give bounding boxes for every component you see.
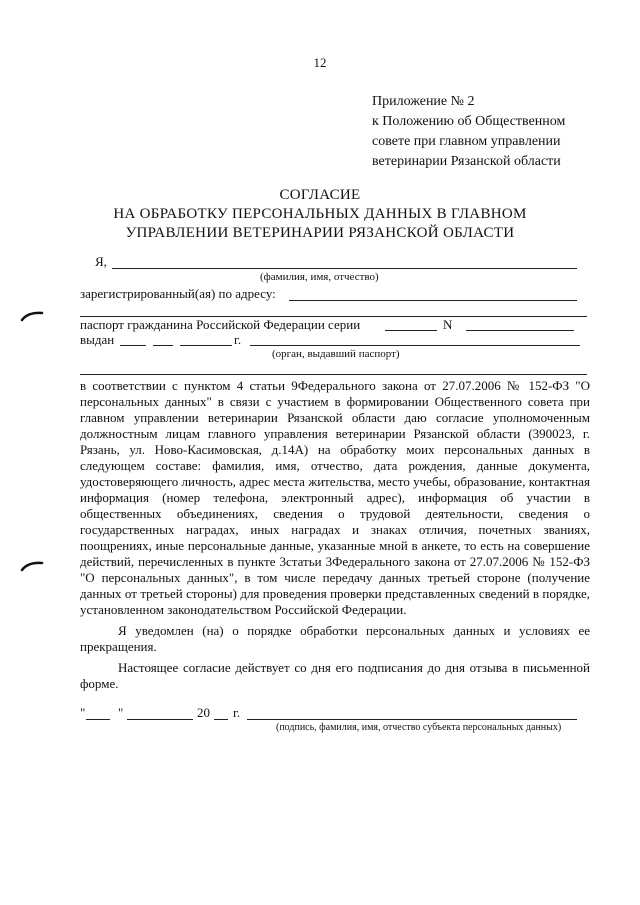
i-label: Я,	[95, 254, 107, 269]
consent-main-paragraph: в соответствии с пунктом 4 статьи 9Федерального закона от 27.07.2006 № 152-ФЗ "О персональных данных" в связи с участием в формировании Общественного совета при главном управлении ветеринарии Рязанской области даю согласие уполномоченным должностным лицам главного управления ветеринарии Рязанской области (390023, г. Рязань, ул. Ново-Касимовская, д.14А) на обработку моих персональных данных в следующем составе: фамилия, имя, отчество, дата рождения, данные документа, удостоверяющего личность, адрес места жительства, место учебы, образование, контактная информация (номер телефона, электронный адрес), информация об участии в общественных объединениях, сведения о трудовой деятельности, сведения о государственных наградах, иных наградах и знаках отличия, почетных званиях, поощрениях, иные персональные данные, указанные мной в анкете, то есть на совершение действий, перечисленных в пункте 3статьи 3Федерального закона от 27.07.2006 № 152-ФЗ "О персональных данных", в том числе передачу данных третьей стороне (получение данных от третьей стороны) для проведения проверки представленных сведений в порядке, установленном законодательством Российской Федерации.	[80, 378, 590, 617]
authority-caption: (орган, выдавший паспорт)	[272, 348, 400, 360]
fio-field[interactable]	[112, 268, 577, 269]
issued-label: выдан	[80, 332, 115, 347]
passport-series-field[interactable]	[385, 330, 437, 331]
consent-body	[80, 378, 590, 692]
appendix-line: совете при главном управлении	[372, 134, 561, 149]
address-field[interactable]	[289, 300, 577, 301]
appendix-line: ветеринарии Рязанской области	[372, 154, 561, 169]
issue-year-field[interactable]	[180, 345, 232, 346]
appendix-line: к Положению об Общественном	[372, 114, 566, 129]
issuing-authority-field[interactable]	[250, 345, 580, 346]
signature-month-field[interactable]	[127, 719, 193, 720]
document-title	[60, 186, 580, 243]
margin-mark-icon	[20, 310, 46, 322]
date-quote-close: "	[118, 705, 124, 720]
issue-year-suffix: г.	[234, 332, 242, 347]
signature-year-suffix: г.	[233, 705, 241, 720]
signature-year-prefix: 20	[197, 705, 210, 720]
passport-number-sign: N	[443, 317, 453, 332]
appendix-line: Приложение № 2	[372, 94, 475, 109]
issue-day-field[interactable]	[120, 345, 146, 346]
notice-paragraph: Я уведомлен (на) о порядке обработки персональных данных и условиях ее прекращения.	[80, 623, 590, 654]
title-line: СОГЛАСИЕ	[279, 187, 361, 203]
margin-mark-icon	[20, 560, 46, 572]
validity-paragraph: Настоящее согласие действует со дня его подписания до дня отзыва в письменной форме.	[80, 660, 590, 691]
page-number: 12	[313, 55, 327, 70]
signature-field[interactable]	[247, 719, 577, 720]
passport-number-field[interactable]	[466, 330, 574, 331]
appendix-header	[372, 92, 602, 172]
authority-field-continued[interactable]	[80, 374, 587, 375]
title-line: НА ОБРАБОТКУ ПЕРСОНАЛЬНЫХ ДАННЫХ В ГЛАВНОМ	[113, 206, 527, 222]
issue-month-field[interactable]	[153, 345, 173, 346]
fio-caption: (фамилия, имя, отчество)	[260, 271, 379, 283]
date-quote-open: "	[80, 705, 86, 720]
passport-label: паспорт гражданина Российской Федерации серии	[80, 317, 361, 332]
address-label: зарегистрированный(ая) по адресу:	[80, 286, 276, 301]
signature-year-field[interactable]	[214, 719, 228, 720]
signature-day-field[interactable]	[86, 719, 110, 720]
signature-caption: (подпись, фамилия, имя, отчество субъекта персональных данных)	[276, 722, 562, 733]
title-line: УПРАВЛЕНИИ ВЕТЕРИНАРИИ РЯЗАНСКОЙ ОБЛАСТИ	[125, 225, 515, 241]
